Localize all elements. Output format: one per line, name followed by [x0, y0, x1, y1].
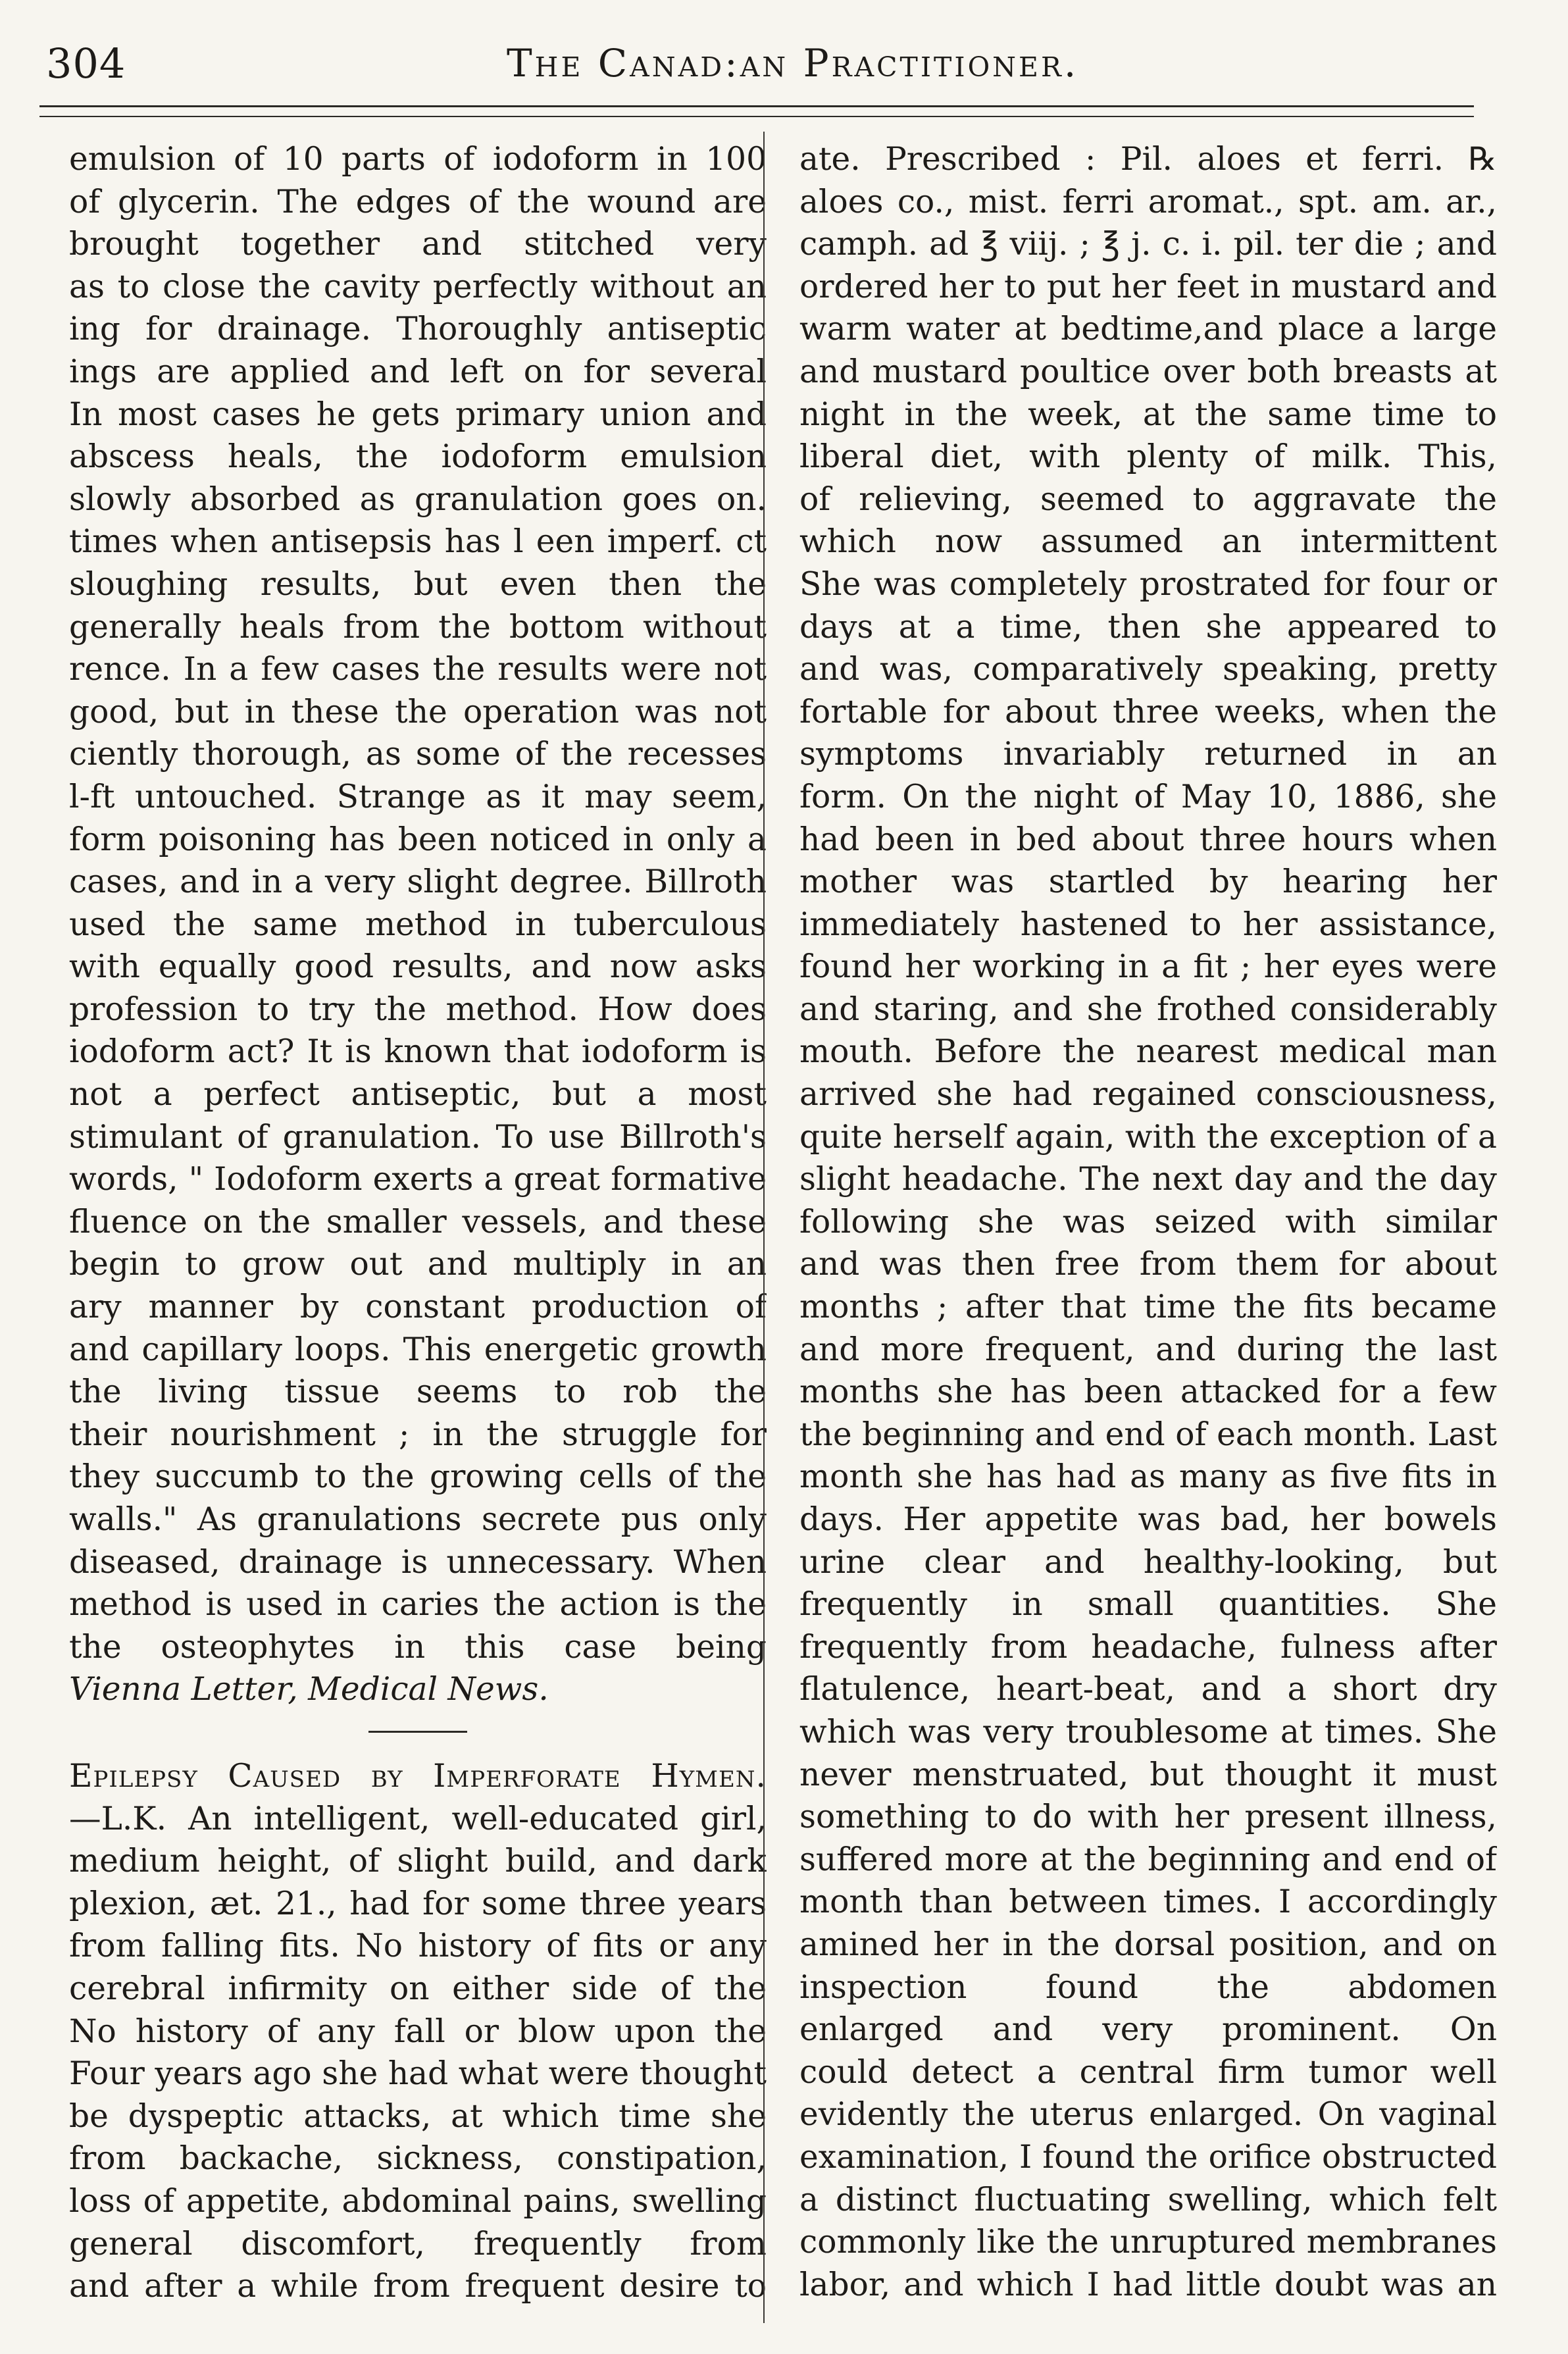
text-line: ings are applied and left on for several — [69, 353, 767, 390]
text-line: used the same method in tuberculous — [69, 906, 767, 943]
text-line: slowly absorbed as granulation goes on. — [69, 480, 767, 518]
text-line: following she was seized with similar — [799, 1203, 1497, 1241]
text-line: enlarged and very prominent. On — [799, 2011, 1497, 2049]
text-line: and after a while from frequent desire to — [69, 2268, 767, 2305]
text-line: the beginning and end of each month. Last — [799, 1416, 1497, 1453]
text-line: something to do with her present illness, — [799, 1799, 1497, 1836]
text-line: stimulant of granulation. To use Billroth's — [69, 1118, 767, 1156]
text-line: words, " Iodoform exerts a great formative — [69, 1161, 767, 1198]
text-line: examination, I found the orifice obstructed — [799, 2138, 1497, 2176]
text-line: not a perfect antiseptic, but a most — [69, 1076, 767, 1113]
text-line: labor, and which I had little doubt was an — [799, 2266, 1497, 2303]
text-line: with equally good results, and now asks — [69, 948, 767, 986]
text-line: plexion, æt. 21., had for some three years — [69, 1885, 767, 1922]
text-line: commonly like the unruptured membranes — [799, 2224, 1497, 2261]
text-line: emulsion of 10 parts of iodoform in 100 — [69, 141, 767, 178]
header-rule-bottom — [39, 116, 1474, 117]
text-line: and mustard poultice over both breasts at — [799, 353, 1497, 390]
text-line: liberal diet, with plenty of milk. This, — [799, 438, 1497, 476]
text-line: symptoms invariably returned in an — [799, 736, 1497, 773]
text-line: month than between times. I accordingly — [799, 1883, 1497, 1921]
section-separator — [368, 1731, 467, 1733]
text-line: ciently thorough, as some of the recesses — [69, 736, 767, 773]
left-column — [69, 138, 767, 2308]
text-line: In most cases he gets primary union and — [69, 396, 767, 433]
text-line: arrived she had regained consciousness, — [799, 1076, 1497, 1113]
text-line: profession to try the method. How does — [69, 990, 767, 1028]
text-line: camph. ad ℥ viij. ; ℥ j. c. i. pil. ter die ; and — [799, 226, 1497, 263]
text-line: immediately hastened to her assistance, — [799, 906, 1497, 943]
text-line: sloughing results, but even then the — [69, 565, 767, 603]
running-title: The Canad:an Practitioner. — [507, 41, 1079, 86]
text-line: good, but in these the operation was not — [69, 693, 767, 730]
text-line: from falling fits. No history of fits or any — [69, 1928, 767, 1965]
text-line: days. Her appetite was bad, her bowels — [799, 1501, 1497, 1538]
text-line: aloes co., mist. ferri aromat., spt. am. ar., — [799, 183, 1497, 220]
text-line: warm water at bedtime,and place a large — [799, 311, 1497, 348]
right-column-text — [799, 138, 1497, 2306]
text-line: never menstruated, but thought it must — [799, 1756, 1497, 1793]
text-line: cases, and in a very slight degree. Billroth — [69, 863, 767, 901]
text-line: inspection found the abdomen — [799, 1968, 1497, 2006]
text-line: generally heals from the bottom without — [69, 608, 767, 646]
text-line: form poisoning has been noticed in only a — [69, 821, 767, 858]
text-line: of glycerin. The edges of the wound are — [69, 183, 767, 220]
text-line: form. On the night of May 10, 1886, she — [799, 778, 1497, 815]
text-line: from backache, sickness, constipation, — [69, 2140, 767, 2178]
text-line: as to close the cavity perfectly without an — [69, 268, 767, 305]
text-line: could detect a central firm tumor well — [799, 2053, 1497, 2091]
text-line: walls." As granulations secrete pus only — [69, 1501, 767, 1538]
page-number: 304 — [46, 39, 126, 88]
column-divider — [763, 132, 765, 2323]
text-line: iodoform act? It is known that iodoform is — [69, 1033, 767, 1071]
text-line: ordered her to put her feet in mustard and — [799, 268, 1497, 305]
page-header — [46, 32, 1507, 94]
text-line: times when antisepsis has l een imperf. ct — [69, 523, 767, 561]
text-line: loss of appetite, abdominal pains, swelling — [69, 2182, 767, 2220]
text-line: days at a time, then she appeared to — [799, 608, 1497, 646]
text-line: ate. Prescribed : Pil. aloes et ferri. ℞ — [799, 141, 1497, 178]
text-line: months she has been attacked for a few — [799, 1373, 1497, 1411]
text-line: their nourishment ; in the struggle for — [69, 1416, 767, 1453]
left-column-text-a — [69, 138, 767, 1668]
text-line: fortable for about three weeks, when the — [799, 693, 1497, 730]
text-line: Four years ago she had what were thought — [69, 2055, 767, 2093]
text-line: and capillary loops. This energetic growth — [69, 1331, 767, 1368]
text-line: which now assumed an intermittent — [799, 523, 1497, 561]
text-line: frequently in small quantities. She — [799, 1586, 1497, 1624]
text-line: the osteophytes in this case being — [69, 1628, 767, 1666]
text-line: and more frequent, and during the last — [799, 1331, 1497, 1368]
text-line: evidently the uterus enlarged. On vaginal — [799, 2096, 1497, 2134]
left-column-text-b — [69, 1798, 767, 2308]
text-line: method is used in caries the action is the — [69, 1586, 767, 1624]
text-line: medium height, of slight build, and dark — [69, 1843, 767, 1880]
text-line: flatulence, heart-beat, and a short dry — [799, 1671, 1497, 1708]
text-line: No history of any fall or blow upon the — [69, 2012, 767, 2050]
text-line: month she has had as many as five fits in — [799, 1458, 1497, 1496]
text-line: diseased, drainage is unnecessary. When — [69, 1543, 767, 1581]
text-line: suffered more at the beginning and end of — [799, 1841, 1497, 1878]
text-line: and was, comparatively speaking, pretty — [799, 651, 1497, 688]
text-line: ing for drainage. Thoroughly antiseptic — [69, 311, 767, 348]
text-line: urine clear and healthy-looking, but — [799, 1543, 1497, 1581]
text-line: general discomfort, frequently from — [69, 2225, 767, 2263]
text-line: begin to grow out and multiply in an — [69, 1246, 767, 1283]
text-line: mouth. Before the nearest medical man — [799, 1033, 1497, 1071]
text-line: cerebral infirmity on either side of the — [69, 1970, 767, 2007]
text-line: which was very troublesome at times. She — [799, 1713, 1497, 1751]
text-line: and staring, and she frothed considerably — [799, 990, 1497, 1028]
text-line: months ; after that time the fits became — [799, 1289, 1497, 1326]
text-line: and was then free from them for about — [799, 1246, 1497, 1283]
text-line: l-ft untouched. Strange as it may seem, — [69, 778, 767, 815]
text-line: of relieving, seemed to aggravate the — [799, 480, 1497, 518]
text-line: —L.K. An intelligent, well-educated girl, — [69, 1800, 767, 1837]
text-line: brought together and stitched very — [69, 226, 767, 263]
text-line: night in the week, at the same time to — [799, 396, 1497, 433]
text-line: rence. In a few cases the results were not — [69, 651, 767, 688]
text-line: She was completely prostrated for four or — [799, 565, 1497, 603]
text-line: a distinct fluctuating swelling, which felt — [799, 2181, 1497, 2218]
text-line: had been in bed about three hours when — [799, 821, 1497, 858]
text-line: quite herself again, with the exception of a — [799, 1118, 1497, 1156]
text-line: ary manner by constant production of — [69, 1289, 767, 1326]
text-line: the living tissue seems to rob the — [69, 1373, 767, 1411]
text-line: mother was startled by hearing her — [799, 863, 1497, 901]
text-line: abscess heals, the iodoform emulsion — [69, 438, 767, 476]
article-heading: Epilepsy Caused by Imperforate Hymen. — [69, 1757, 767, 1795]
text-line: fluence on the smaller vessels, and these — [69, 1203, 767, 1241]
text-line: found her working in a fit ; her eyes were — [799, 948, 1497, 986]
text-line: be dyspeptic attacks, at which time she — [69, 2097, 767, 2135]
text-line: they succumb to the growing cells of the — [69, 1458, 767, 1496]
text-line: amined her in the dorsal position, and on — [799, 1926, 1497, 1963]
header-rule-top — [39, 105, 1474, 107]
text-line: slight headache. The next day and the day — [799, 1161, 1497, 1198]
text-line: frequently from headache, fulness after — [799, 1628, 1497, 1666]
right-column — [799, 138, 1497, 2306]
article-source: Vienna Letter, Medical News. — [69, 1671, 549, 1708]
